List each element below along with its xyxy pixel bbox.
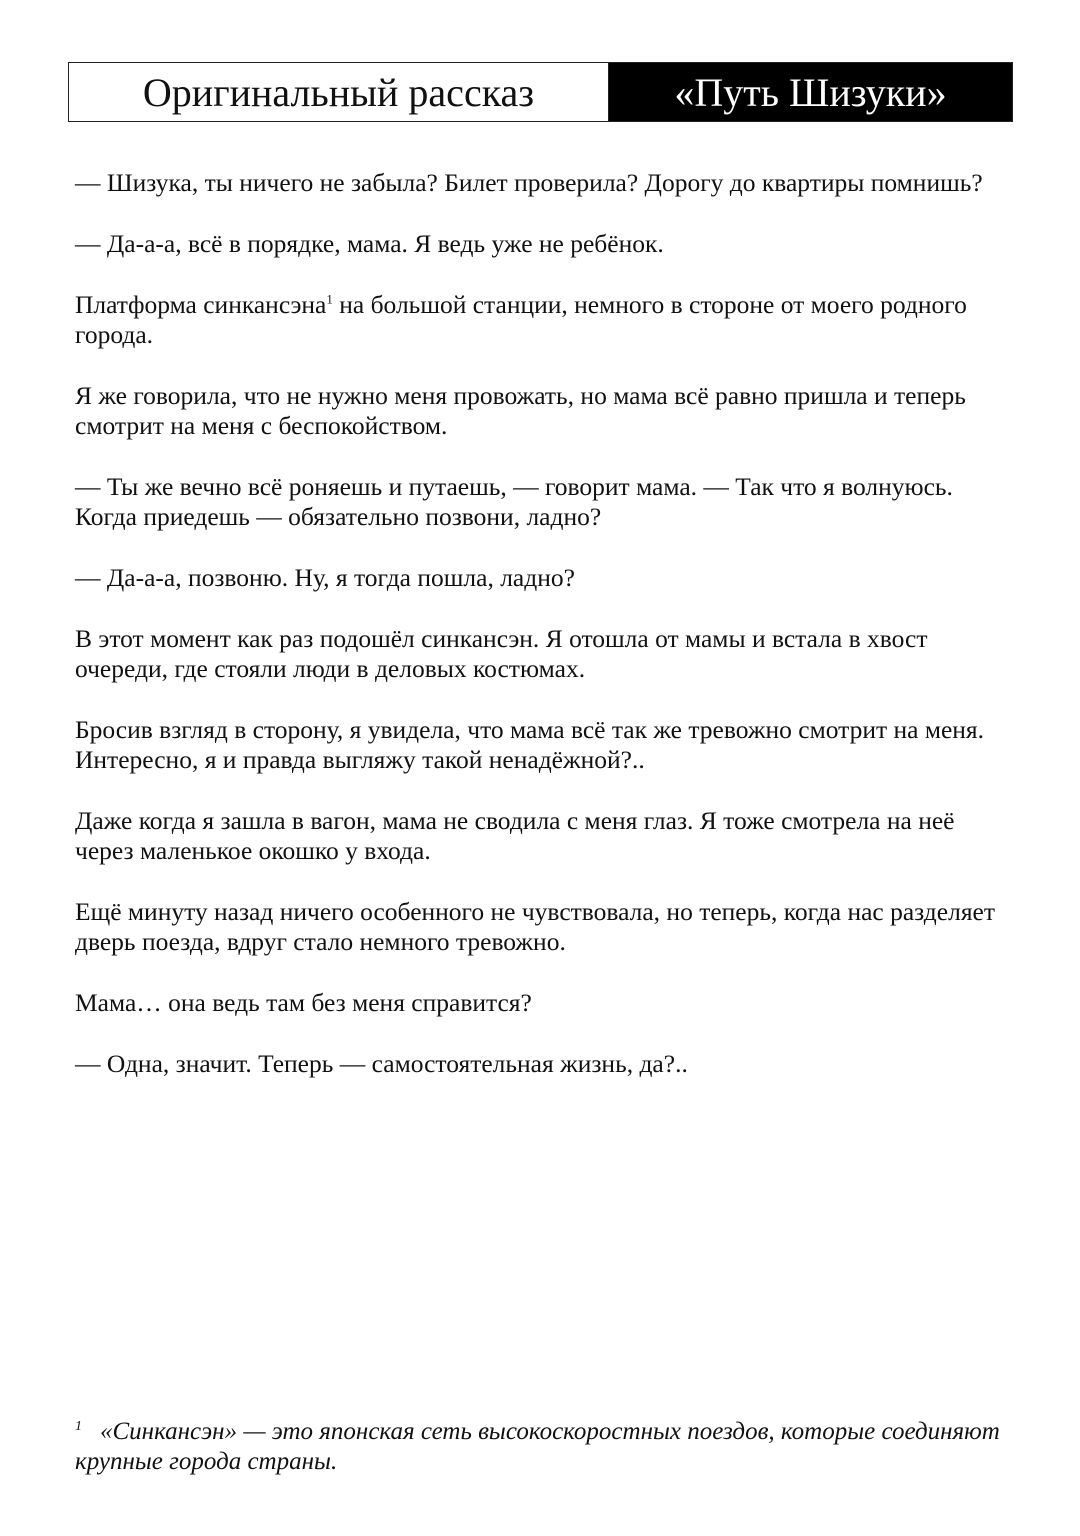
footnote-reference: 1 — [326, 291, 333, 307]
paragraph-12: — Одна, значит. Теперь — самостоятельная жизнь, да?.. — [75, 1049, 688, 1078]
banner-label-original-story: Оригинальный рассказ — [69, 63, 609, 121]
story-body — [75, 168, 1010, 1110]
paragraph-2: — Да-а-а, всё в порядке, мама. Я ведь уже не ребёнок. — [75, 229, 664, 258]
paragraph-10: Ещё минуту назад ничего особенного не чувствовала, но теперь, когда нас разделяет дверь поезда, вдруг стало немного тревожно. — [75, 897, 996, 956]
paragraph-4: Я же говорила, что не нужно меня провожать, но мама всё равно пришла и теперь смотрит на меня с беспокойством. — [75, 381, 966, 440]
paragraph-3 — [75, 290, 1010, 350]
paragraph-3-text-before: Платформа синкансэна — [75, 290, 327, 319]
footnote — [75, 1417, 1010, 1477]
paragraph-6: — Да-а-а, позвоню. Ну, я тогда пошла, ладно? — [75, 563, 575, 592]
paragraph-3-text-after: на большой станции, немного в стороне от моего родного города. — [75, 290, 967, 349]
paragraph-8: Бросив взгляд в сторону, я увидела, что мама всё так же тревожно смотрит на меня. Интересно, я и правда выгляжу такой ненадёжной?.. — [75, 715, 985, 774]
paragraph-1: — Шизука, ты ничего не забыла? Билет проверила? Дорогу до квартиры помнишь? — [75, 168, 983, 197]
paragraph-5: — Ты же вечно всё роняешь и путаешь, — говорит мама. — Так что я волнуюсь. Когда приедешь — обязательно позвони, ладно? — [75, 472, 953, 531]
footnote-mark: 1 — [75, 1418, 82, 1434]
paragraph-11: Мама… она ведь там без меня справится? — [75, 988, 532, 1017]
title-banner — [68, 62, 1013, 122]
paragraph-7: В этот момент как раз подошёл синкансэн. Я отошла от мамы и встала в хвост очереди, где стояли люди в деловых костюмах. — [75, 624, 928, 683]
footnote-text: «Синкансэн» — это японская сеть высокоскоростных поездов, которые соединяют крупные города страны. — [75, 1418, 1000, 1475]
paragraph-9: Даже когда я зашла в вагон, мама не сводила с меня глаз. Я тоже смотрела на неё через маленькое окошко у входа. — [75, 806, 955, 865]
banner-story-title: «Путь Шизуки» — [609, 63, 1012, 121]
